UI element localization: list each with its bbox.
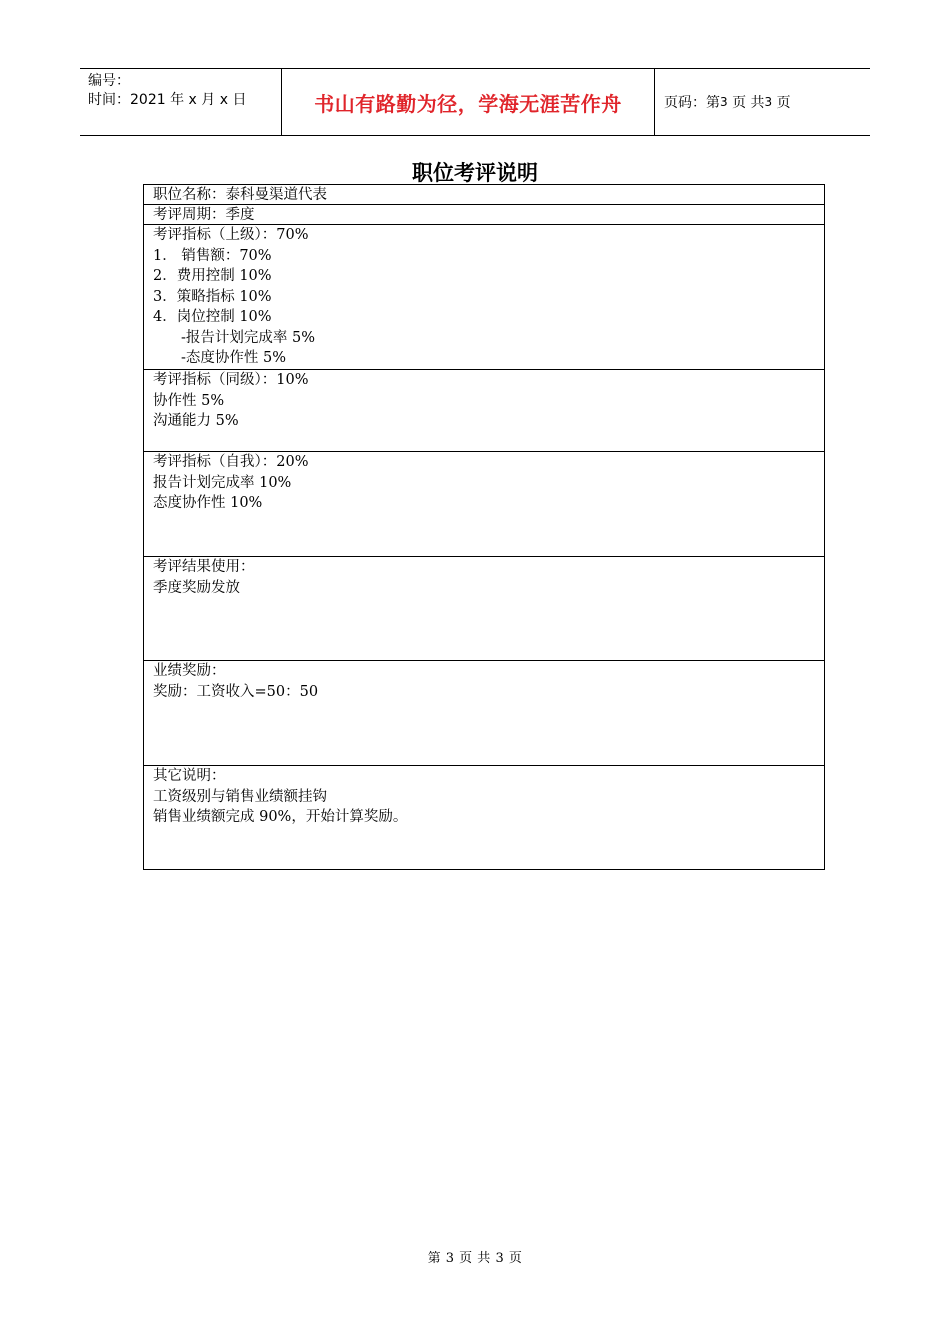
- superior-subitem: -态度协作性 5%: [181, 350, 287, 366]
- result-heading: 考评结果使用：: [153, 559, 255, 575]
- row-other: [144, 766, 824, 869]
- page-mid: 页 共: [732, 95, 765, 111]
- row-position: [144, 185, 824, 205]
- other-item: 销售业绩额完成 90%，开始计算奖励。: [153, 809, 408, 825]
- superior-item: 1． 销售额：70%: [153, 247, 272, 264]
- superior-item: 3．策略指标 10%: [153, 288, 272, 305]
- page-current: 3: [720, 95, 728, 109]
- page-header: [80, 68, 870, 136]
- peer-heading: 考评指标（同级）：10%: [153, 372, 309, 388]
- self-item: 报告计划完成率 10%: [153, 474, 292, 491]
- peer-item: 沟通能力 5%: [153, 413, 239, 429]
- evaluation-table: [143, 184, 825, 870]
- page-footer: 第 3 页 共 3 页: [427, 1251, 523, 1266]
- period-text: 考评周期：季度: [153, 207, 255, 223]
- header-meta: [88, 72, 283, 110]
- position-text: 职位名称：泰科曼渠道代表: [153, 187, 327, 203]
- reward-item: 奖励：工资收入=50：50: [153, 683, 319, 700]
- self-heading: 考评指标（自我）：20%: [153, 454, 309, 470]
- other-heading: 其它说明：: [153, 768, 226, 784]
- row-result: [144, 557, 824, 661]
- number-label: 编号：: [88, 73, 130, 89]
- row-superior: [144, 225, 824, 370]
- page-total: 3: [764, 95, 773, 109]
- page-label: 页码：第: [664, 95, 720, 111]
- superior-subitem: -报告计划完成率 5%: [181, 329, 316, 346]
- header-divider-right: [654, 69, 655, 135]
- header-page-info: [664, 69, 791, 135]
- peer-item: 协作性 5%: [153, 392, 225, 409]
- row-reward: [144, 661, 824, 766]
- reward-heading: 业绩奖励：: [153, 663, 226, 679]
- header-slogan: 书山有路勤为径，学海无涯苦作舟: [314, 91, 622, 116]
- self-item: 态度协作性 10%: [153, 495, 263, 511]
- row-period: [144, 205, 824, 225]
- time-text: 时间：2021 年 x 月 x 日: [88, 92, 247, 108]
- superior-item: 2．费用控制 10%: [153, 268, 272, 284]
- other-item: 工资级别与销售业绩额挂钩: [153, 788, 327, 805]
- result-item: 季度奖励发放: [153, 579, 240, 596]
- document-title: 职位考评说明: [412, 161, 538, 185]
- row-peer: [144, 370, 824, 452]
- superior-heading: 考评指标（上级）：70%: [153, 227, 309, 243]
- page-suffix: 页: [776, 95, 791, 111]
- row-self: [144, 452, 824, 557]
- superior-item: 4．岗位控制 10%: [153, 309, 272, 325]
